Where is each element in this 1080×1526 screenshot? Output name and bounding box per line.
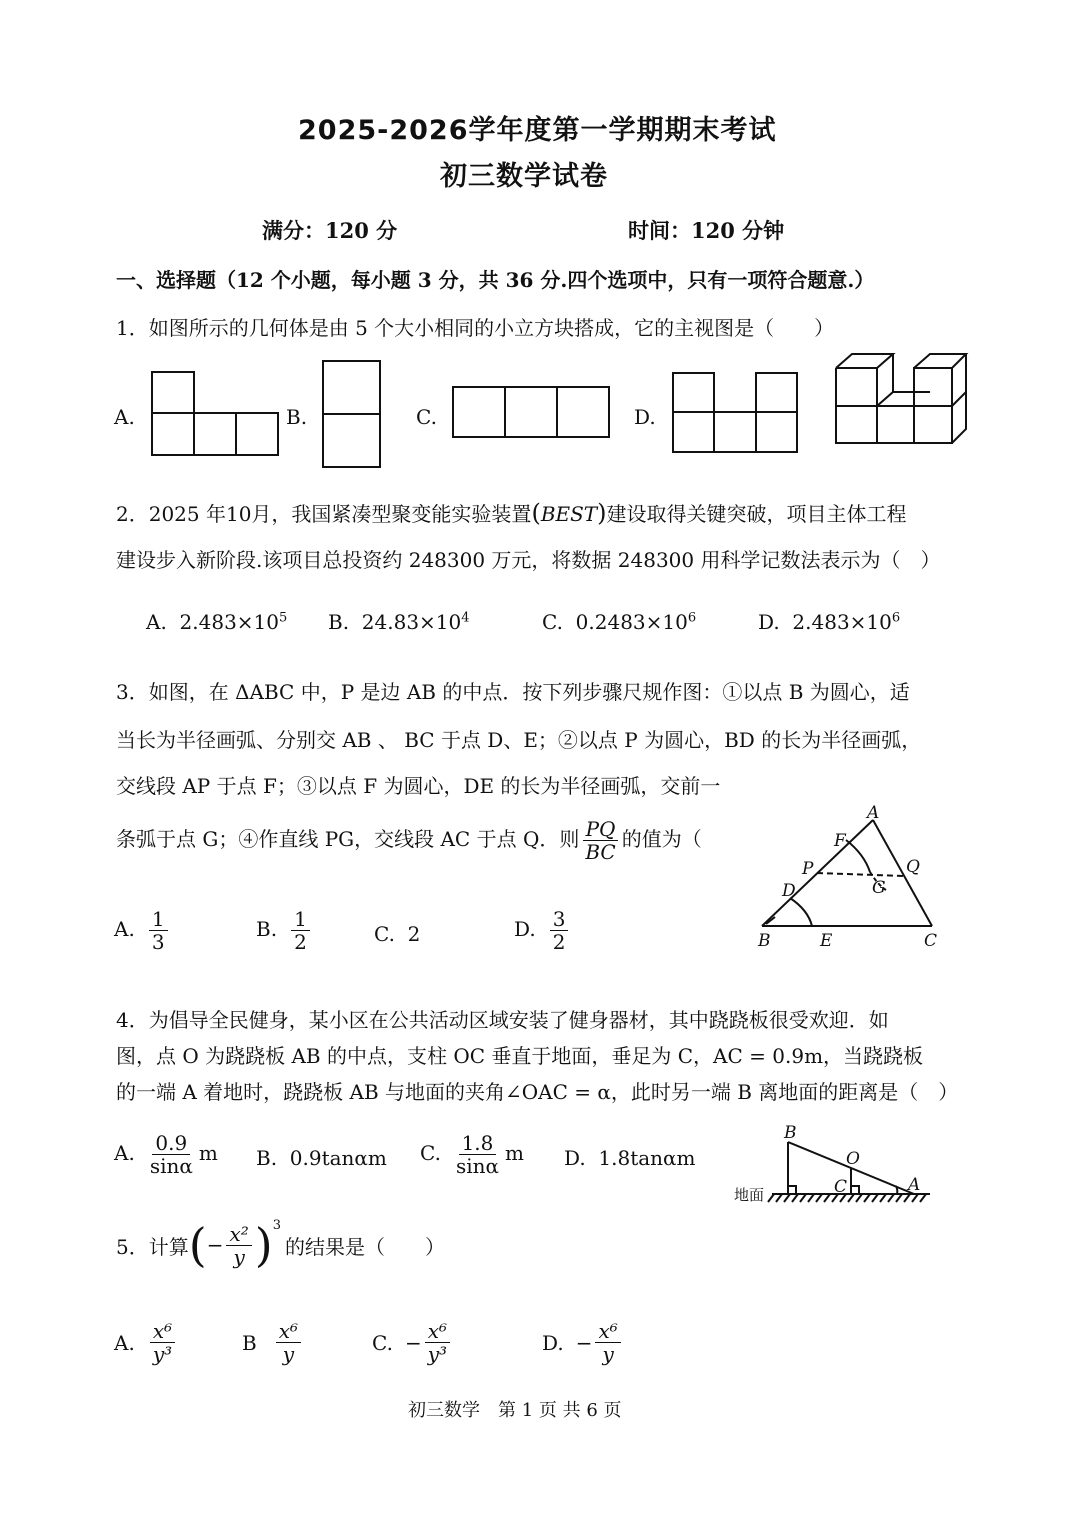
label-e: E: [820, 931, 833, 951]
option-label: D.: [564, 1146, 586, 1170]
q5-option-c[interactable]: [372, 1320, 453, 1365]
paren-open: (: [188, 1218, 207, 1272]
option-label: A.: [114, 1330, 135, 1355]
paren-close: ): [254, 1218, 273, 1272]
angle-arc: [896, 1186, 897, 1194]
q3-line3: 交线段 AP 于点 F；③以点 F 为圆心，DE 的长为半径画弧，交前一: [116, 774, 721, 798]
label-c: C: [924, 931, 938, 951]
fraction-numerator: 3: [550, 908, 569, 931]
option-sign: −: [575, 1330, 593, 1355]
option-unit: m: [198, 1141, 218, 1165]
fraction-numerator: 1: [149, 908, 168, 931]
exam-title: 2025-2026学年度第一学期期末考试: [298, 115, 777, 146]
q5-power: 3: [272, 1218, 281, 1233]
label-b: B: [784, 1123, 797, 1143]
q5-pre: 5．计算: [116, 1234, 189, 1259]
q5-post: 的结果是（ ）: [284, 1234, 445, 1259]
q2-line1-part2: 建设取得关键突破，项目主体工程: [606, 502, 907, 526]
option-value: 1.8tanαm: [598, 1146, 696, 1170]
fraction-numerator: 1: [291, 908, 310, 931]
fraction-numerator: x⁶: [425, 1320, 450, 1343]
exam-time: 时间：120 分钟: [628, 218, 785, 243]
full-score: 满分：120 分: [262, 218, 398, 243]
fraction-denominator: BC: [585, 840, 616, 864]
minus-sign: −: [206, 1233, 224, 1257]
option-label: C.: [542, 610, 563, 634]
fraction-numerator: 1.8: [459, 1132, 497, 1155]
label-g: G: [872, 878, 886, 898]
fraction-numerator: x²: [226, 1223, 251, 1246]
option-mantissa: 0.2483×10: [575, 610, 688, 634]
q3-line1: 3．如图，在 ΔABC 中，P 是边 AB 的中点．按下列步骤尺规作图：①以点 B 为圆心，适: [116, 680, 910, 704]
fraction-denominator: 3: [151, 930, 165, 954]
option-fraction: [276, 1320, 301, 1365]
q5-fraction: [226, 1223, 251, 1268]
q4-line3: 的一端 A 着地时，跷跷板 AB 与地面的夹角∠OAC = α，此时另一端 B 离地面的距离是（ ）: [116, 1080, 959, 1104]
q3-line4-part1: 条弧于点 G；④作直线 PG，交线段 AC 于点 Q．则: [116, 827, 580, 851]
fraction-denominator: y³: [427, 1342, 448, 1366]
option-exponent: 5: [279, 610, 288, 626]
fraction-denominator: sinα: [455, 1154, 499, 1178]
option-label: A.: [114, 1141, 135, 1165]
q3-line4-part2: 的值为（: [621, 827, 702, 851]
option-fraction: [595, 1320, 620, 1365]
fraction-denominator: y³: [152, 1342, 173, 1366]
fraction-numerator: PQ: [583, 818, 619, 841]
option-sign: −: [404, 1330, 422, 1355]
fraction-numerator: x⁶: [276, 1320, 301, 1343]
option-label: C.: [372, 1330, 393, 1355]
option-label: A.: [146, 610, 167, 634]
fraction-denominator: y: [282, 1342, 294, 1366]
q1-stem: 1．如图所示的几何体是由 5 个大小相同的小立方块搭成，它的主视图是（ ）: [116, 316, 835, 340]
option-value: 2: [407, 922, 421, 946]
fraction-denominator: sinα: [149, 1154, 193, 1178]
label-a: A: [908, 1175, 921, 1195]
label-o: O: [846, 1149, 860, 1169]
q1-option-c-label: C.: [416, 405, 437, 429]
option-mantissa: 2.483×10: [179, 610, 279, 634]
option-label: B: [242, 1330, 257, 1355]
q2-line2: 建设步入新阶段.该项目总投资约 248300 万元，将数据 248300 用科学记数法表示为（ ）: [116, 548, 941, 572]
label-p: P: [802, 859, 814, 879]
q1-option-d-label: D.: [634, 405, 656, 429]
q5-option-d[interactable]: [542, 1320, 624, 1365]
fraction-denominator: 2: [294, 930, 307, 954]
fraction-numerator: x⁶: [595, 1320, 620, 1343]
right-angle-mark-c: [851, 1186, 859, 1194]
q3-line2: 当长为半径画弧、分别交 AB 、 BC 于点 D、E；②以点 P 为圆心，BD 的长为半径画弧，: [116, 728, 922, 752]
option-label: C.: [420, 1141, 441, 1165]
option-label: D.: [514, 917, 536, 941]
q1-option-a-label: A.: [114, 405, 135, 429]
label-f: F: [834, 831, 846, 851]
option-exponent: 6: [687, 610, 697, 626]
option-label: B.: [328, 610, 350, 634]
option-mantissa: 24.83×10: [361, 610, 462, 634]
label-c: C: [834, 1177, 848, 1197]
option-fraction: [425, 1320, 450, 1365]
q4-line2: 图，点 O 为跷跷板 AB 的中点，支柱 OC 垂直于地面，垂足为 C，AC = 0.9m，当跷跷板: [116, 1044, 924, 1068]
fraction-denominator: y: [602, 1342, 614, 1366]
label-q: Q: [906, 857, 920, 877]
section-heading: 一、选择题（12 个小题，每小题 3 分，共 36 分.四个选项中，只有一项符合题意.）: [116, 268, 875, 292]
option-label: B.: [256, 917, 278, 941]
q2-line1-part1: 2．2025 年10月，我国紧凑型聚变能实验装置: [116, 502, 532, 526]
q2-line1: 2．2025 年10月，我国紧凑型聚变能实验装置(BEST)建设取得关键突破，项目主体工程: [116, 499, 907, 527]
right-angle-mark-b: [788, 1186, 796, 1194]
option-mantissa: 2.483×10: [792, 610, 892, 634]
fraction-denominator: y: [233, 1244, 245, 1269]
fraction-denominator: 2: [552, 930, 566, 954]
option-exponent: 4: [461, 610, 470, 626]
label-b: B: [758, 931, 771, 951]
fraction-numerator: x⁶: [150, 1320, 175, 1343]
option-value: 0.9tanαm: [289, 1146, 387, 1170]
label-ground: 地面: [734, 1186, 765, 1204]
q5-option-b[interactable]: [242, 1320, 304, 1365]
q2-best: BEST: [540, 502, 598, 526]
fraction-numerator: 0.9: [152, 1132, 190, 1155]
page-footer: 初三数学 第 1 页 共 6 页: [408, 1400, 622, 1421]
option-fraction: [150, 1320, 175, 1365]
q5-stem: [116, 1218, 445, 1272]
option-label: B.: [256, 1146, 278, 1170]
q1-option-b-label: B.: [286, 405, 308, 429]
option-label: D.: [758, 610, 780, 634]
option-label: C.: [374, 922, 395, 946]
option-label: D.: [542, 1330, 564, 1355]
option-unit: m: [505, 1141, 524, 1165]
paper-subtitle: 初三数学试卷: [440, 161, 608, 192]
option-label: A.: [114, 917, 135, 941]
label-d: D: [782, 881, 796, 901]
q4-line1: 4．为倡导全民健身，某小区在公共活动区域安装了健身器材，其中跷跷板很受欢迎．如: [116, 1008, 889, 1032]
label-a: A: [867, 803, 880, 823]
option-exponent: 6: [891, 610, 901, 626]
q5-option-a[interactable]: [114, 1320, 178, 1365]
